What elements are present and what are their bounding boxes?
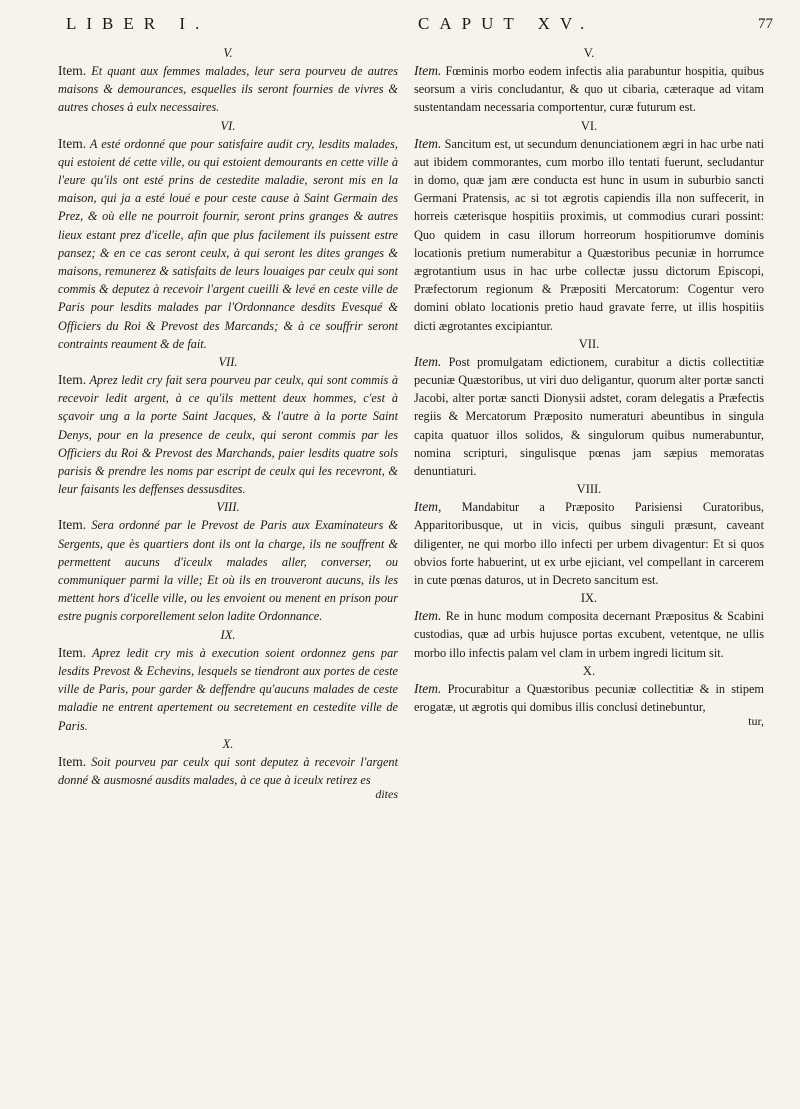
french-article-7 — [58, 355, 398, 498]
article-body: Aprez ledit cry mis à execution soient ordonnez gens par lesdits Prevost & Echevins, lesquels se tiendront aux portes de ceste ville de Paris, pour garder & deffendre qu'aucuns malades de ceste maladie ne entrent apertement ou secretement en cestedite ville de Paris. — [58, 645, 398, 733]
catchword: tur, — [748, 714, 764, 729]
catchword: dites — [375, 787, 398, 802]
article-body: Soit pourveu par ceulx qui sont deputez à recevoir l'argent donné & ausmosné ausdits malades, à ce que à iceulx retirez es — [58, 754, 398, 787]
article-body: Post promulgatam edictionem, curabitur a dictis collectitiæ pecuniæ Quæstoribus, ut viri duo deligantur, quorum alter portæ sancti Jacobi, alter portæ sancti Dionysii adstet, coram delegatis a Præfectis regiis & Mercatorum Præposito numeraturi abeuntibus in singula capita quatuor illos solidos, & singulorum quibus numerabuntur, nomina scripturi, singulisque pœnas jam sæpius memoratas denuntiaturi. — [414, 354, 764, 479]
running-head-right: CAPUT XV. — [418, 14, 595, 33]
article-number: VII. — [578, 336, 600, 351]
latin-article-5 — [414, 46, 764, 117]
latin-article-10 — [414, 664, 764, 729]
french-column — [58, 44, 398, 1102]
running-head-left: LIBER I. — [66, 14, 210, 33]
article-text — [414, 62, 764, 117]
article-lead: Item, — [414, 499, 442, 515]
article-number: X. — [222, 736, 234, 751]
article-text — [414, 607, 764, 662]
page-number: 77 — [758, 16, 773, 32]
article-number: VI. — [580, 118, 598, 133]
article-body: Re in hunc modum composita decernant Præpositus & Scabini custodias, quæ ad urbis hujusce portas excubent, vetentque, ne ullis morbo illo infectis palam vel clam in urbem ingredi licitum sit. — [414, 609, 764, 660]
latin-article-9 — [414, 591, 764, 662]
french-article-10 — [58, 737, 398, 802]
article-text — [414, 680, 764, 716]
article-lead: Item. — [58, 517, 87, 533]
latin-article-7 — [414, 337, 764, 480]
article-number: V. — [223, 46, 233, 60]
article-body: Et quant aux femmes malades, leur sera pourveu de autres maisons & demourances, esquelles ils seront fournies de vivres & autres choses à eulx necessaires. — [58, 64, 398, 115]
article-text — [58, 753, 398, 789]
article-text — [414, 135, 764, 335]
article-text — [414, 498, 764, 589]
article-number: V. — [583, 46, 595, 60]
article-lead: Item. — [58, 753, 87, 769]
latin-article-8 — [414, 482, 764, 589]
latin-article-6 — [414, 119, 764, 335]
article-lead: Item. — [414, 135, 442, 151]
article-text — [58, 135, 398, 353]
article-text — [58, 516, 398, 625]
article-lead: Item. — [58, 372, 87, 388]
article-number: VIII. — [216, 500, 240, 515]
article-body: Sera ordonné par le Prevost de Paris aux Examinateurs & Sergents, que ès quartiers dont ils ont la charge, ils ne souffrent & permettent aucuns d'iceulx malades aller, converser, ou communiquer parmi la ville; Et où ils en trouveront aucuns, ils les mettent hors d'icelle ville, ou les envoient ou menent en prison pour estre pugnis corporellement selon ladite Ordonnance. — [58, 518, 398, 624]
article-body: Sancitum est, ut secundum denunciationem ægri in hac urbe nati aut ibidem commorantes, cum morbo illo tentati fuerunt, secludantur in domo, quæ jam ære conducta est hunc in usum in suburbio sancti Germani Pratensis, ac si tot ægrotis capiendis illa non suffecerit, in horreis cæterisque hospitiis proximis, ut commodius curari possint: Quo quidem in casu illorum horreorum hospitiorumve dominis locationis pretium numerabitur a Quæstoribus pecuniæ in horrumce ægrotantium usus in hac urbe collectæ jussu dictorum Episcopi, Præfectorum regionum & Præpositi Mercatorum: Cogentur vero domini oblato locationis pretio haud gravate ferre, ut illis hospitiis dicti ægrotantes excipiantur. — [414, 136, 764, 333]
article-lead: Item. — [58, 644, 87, 660]
article-body: Procurabitur a Quæstoribus pecuniæ collectitiæ & in stipem erogatæ, ut ægrotis qui domibus illis conclusi detinebuntur, — [414, 681, 764, 715]
article-body: Aprez ledit cry fait sera pourveu par ceulx, qui sont commis à recevoir ledit argent, à ce qu'ils mettent deux hommes, c'est à sçavoir ung a la porte Saint Jacques, & l'autre à la porte Saint Denys, pour en la presence de ceulx, qui seront commis par les Officiers du Roi & Prevost des Marchands, paier lesdits quatre sols parisis & prendre les noms par escript de ceulx qui les recevront, & leur faisants les deffenses dessusdites. — [58, 373, 398, 497]
article-text — [58, 62, 398, 117]
article-lead: Item. — [414, 353, 442, 369]
latin-column — [414, 44, 764, 1102]
article-number: X. — [582, 663, 596, 678]
article-number: VI. — [220, 118, 236, 133]
article-text — [58, 371, 398, 498]
running-header — [0, 10, 800, 46]
article-lead: Item. — [58, 63, 87, 78]
article-number: VII. — [218, 355, 238, 370]
article-lead: Item. — [414, 608, 442, 624]
article-lead: Item. — [414, 680, 442, 696]
article-number: IX. — [220, 627, 236, 642]
article-number: IX. — [580, 591, 598, 606]
article-body: Mandabitur a Præposito Parisiensi Curatoribus, Apparitoribusque, ut in vicis, quibus singuli præsunt, caveant diligenter, ne qui morbo illo infecti per urbem divagentur: Et si quos obvios forte habuerint, ut ex urbe ejiciant, vel compellant in carcerem in cute pœnas daturos, ut in Decreto sancitum est. — [414, 500, 764, 588]
french-article-9 — [58, 628, 398, 735]
article-number: VIII. — [576, 482, 602, 497]
french-article-5 — [58, 46, 398, 117]
article-body: Fœminis morbo eodem infectis alia parabuntur hospitia, quibus seorsum a viris concludantur, & quo ut cibaria, cæteraque ad vitam sustentandam necessaria comportentur, curæ futurum est. — [414, 64, 764, 115]
article-body: A esté ordonné que pour satisfaire audit cry, lesdits malades, qui estoient dé cette ville, ou qui estoient demourants en cette ville à l'eure qu'ils ont esté prins de cestedite maladie, seront mis en la maison, qui ja a esté loué e pour ceste cause à Saint Germain des Prez, & où elle ne pourroit fournir, seront prins granges & autres lieux estant prez d'icelle, afin que plus facilement ils puissent estre pansez; & en ce cas seront ceulx, à qui seront les dites granges & maisons, remunerez & satisfaits de leurs louaiges par ceulx qui sont commis & deputez à recevoir l'argent cueilli & levé en ceste ville de Paris pour lesdits malades par l'Ordonnance desdits Evesqué & Officiers du Roi & Prevost des Marcands; & à ce souffrir seront contraints reaument & de fait. — [58, 136, 398, 351]
french-article-8 — [58, 500, 398, 625]
french-article-6 — [58, 119, 398, 353]
article-text — [58, 644, 398, 735]
article-lead: Item. — [414, 63, 442, 78]
article-lead: Item. — [58, 135, 87, 151]
article-text — [414, 353, 764, 480]
